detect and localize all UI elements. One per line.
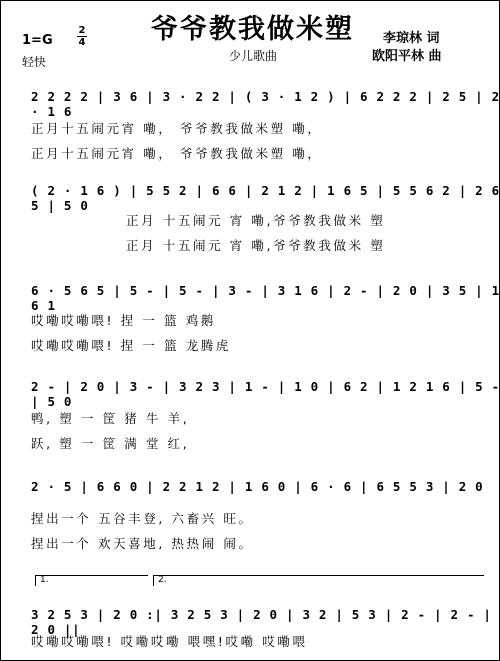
score-row-2 xyxy=(1,183,500,253)
numbered-notation: ( 2 · 1 6 ) | 5 5 2 | 6 6 | 2 1 2 | 1 6 5 | 5 5 6 2 | 2 6 5 | 5 0 xyxy=(31,183,500,213)
lyric-verse-2: 跃, 塑 一 筐 满 堂 红, xyxy=(31,436,190,451)
lyric-verse-2: 正月十五闹元宵 嘞， 爷爷教我做米塑 嘞， xyxy=(31,146,323,161)
second-ending-label: 2. xyxy=(158,575,167,585)
score-row-1 xyxy=(1,89,500,161)
song-subtitle: 少儿歌曲 xyxy=(229,49,278,63)
time-signature xyxy=(77,25,87,48)
second-ending-bracket xyxy=(153,575,484,586)
lyricist-credit: 李琼林 词 xyxy=(383,31,440,46)
lyric-verse-2: 捏出一个 欢天喜地, 热热闹 闹。 xyxy=(31,536,254,551)
key-signature: 1=G xyxy=(22,33,53,48)
lyric-verse-1: 哎嘞哎嘞喂! 哎嘞哎嘞 喂嘿!哎嘞 哎嘞喂 xyxy=(31,634,308,649)
numbered-notation: 6 · 5 6 5 | 5 - | 5 - | 3 - | 3 1 6 | 2 - | 2 0 | 3 5 | 1 6 1 xyxy=(31,283,500,313)
composer-credit: 欧阳平林 曲 xyxy=(372,49,442,64)
time-signature-top: 2 xyxy=(78,25,86,36)
lyric-verse-1: 捏出一个 五谷丰登, 六畜兴 旺。 xyxy=(31,511,254,526)
score-row-3 xyxy=(1,283,500,353)
lyric-verse-1: 正月 十五闹元 宵 嘞,爷爷教我做米 塑 xyxy=(126,213,386,228)
numbered-notation: 3 2 5 3 | 2 0 :| 3 2 5 3 | 2 0 | 3 2 | 5 3 | 2 - | 2 - | 2 0 || xyxy=(31,607,492,637)
first-ending-label: 1. xyxy=(40,575,49,585)
lyric-verse-1: 鸭, 塑 一 筐 猪 牛 羊, xyxy=(31,411,190,426)
numbered-notation: 2 · 5 | 6 6 0 | 2 2 1 2 | 1 6 0 | 6 · 6 | 6 5 5 3 | 2 0 xyxy=(31,479,484,494)
numbered-notation: 2 - | 2 0 | 3 - | 3 2 3 | 1 - | 1 0 | 6 2 | 1 2 1 6 | 5 - | 5 0 xyxy=(31,379,500,409)
lyric-verse-2: 正月 十五闹元 宵 嘞,爷爷教我做米 塑 xyxy=(126,238,386,253)
lyric-verse-2: 哎嘞哎嘞喂! 捏 一 篮 龙腾虎 xyxy=(31,338,232,353)
lyric-verse-1: 正月十五闹元宵 嘞， 爷爷教我做米塑 嘞， xyxy=(31,121,323,136)
numbered-notation: 2 2 2 2 | 3 6 | 3 · 2 2 | ( 3 · 1 2 ) | 6 2 2 2 | 2 5 | 2 · 1 6 xyxy=(31,89,500,119)
time-signature-bottom: 4 xyxy=(78,37,86,48)
tempo-marking: 轻快 xyxy=(22,55,47,69)
first-ending-bracket xyxy=(35,575,148,586)
score-row-4 xyxy=(1,379,500,451)
song-title: 爷爷教我做米塑 xyxy=(151,14,354,45)
lyric-verse-1: 哎嘞哎嘞喂! 捏 一 篮 鸡鹅 xyxy=(31,313,216,328)
score-row-5 xyxy=(1,479,500,551)
score-row-6 xyxy=(1,607,500,652)
